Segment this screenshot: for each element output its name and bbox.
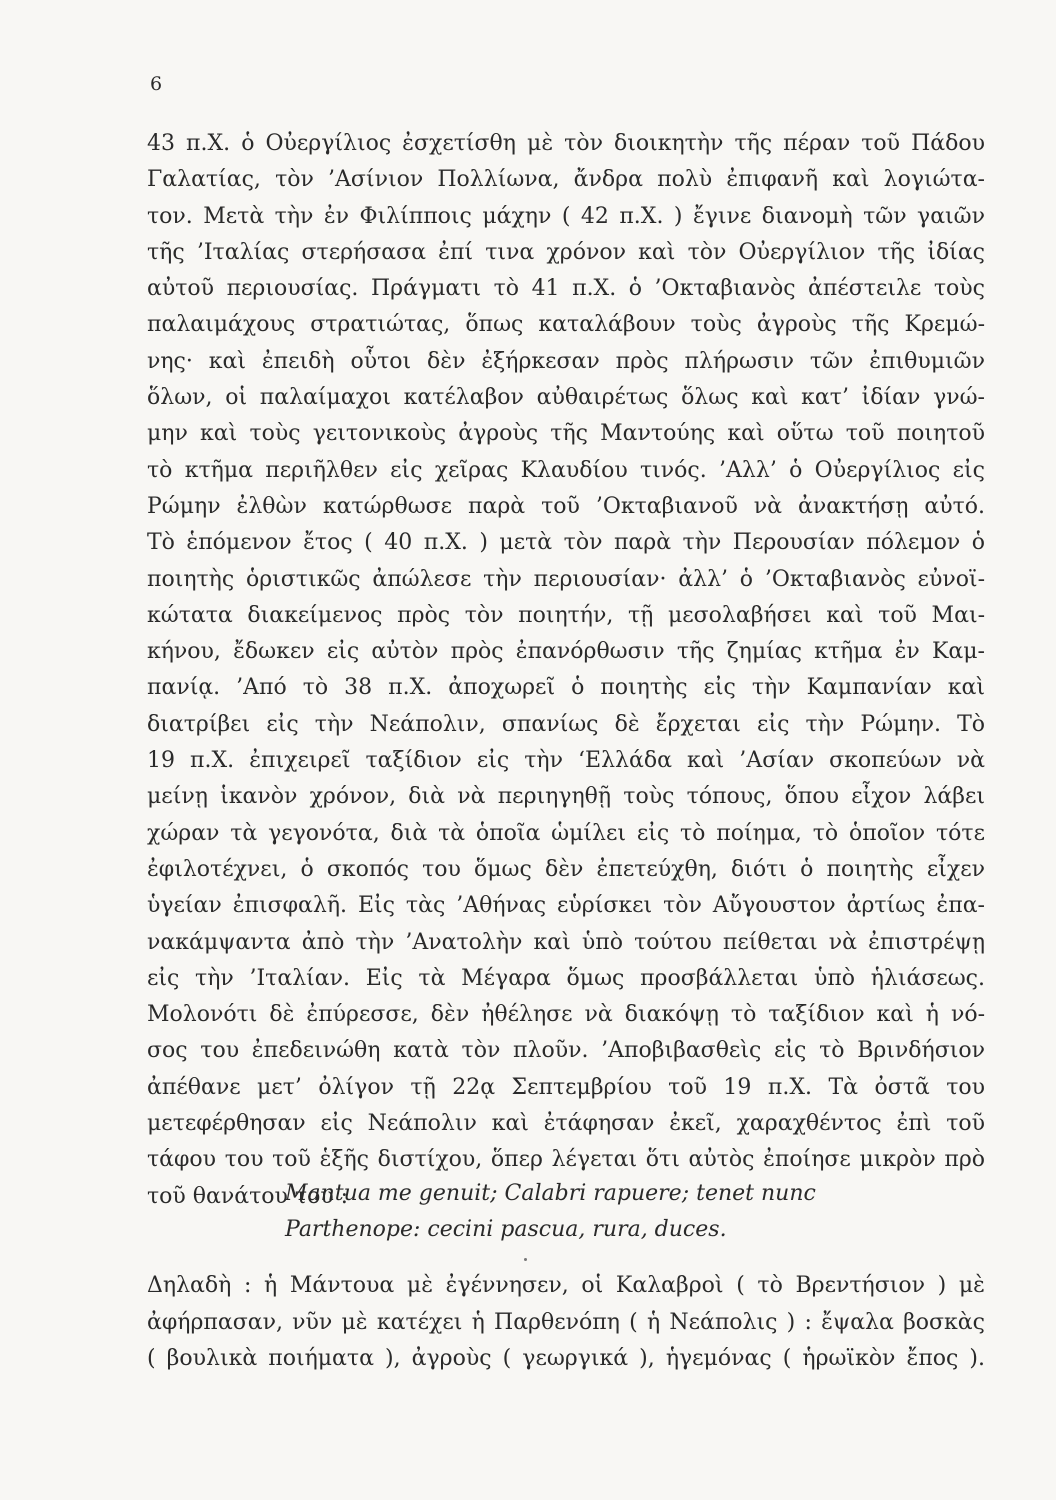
text-line: κώτατα διακείμενος πρὸς τὸν ποιητήν, τῇ μεσολαβήσει καὶ τοῦ Μαι-: [147, 602, 985, 628]
text-line: ὑγείαν ἐπισφαλῆ. Εἰς τὰς ’Αθήνας εὑρίσκει τὸν Αὔγουστον ἀρτίως ἐπα-: [147, 893, 985, 919]
text-line: αὐτοῦ περιουσίας. Πράγματι τὸ 41 π.Χ. ὁ ’Οκταβιανὸς ἀπέστειλε τοὺς: [147, 276, 985, 302]
text-line: Τὸ ἑπόμενον ἔτος ( 40 π.Χ. ) μετὰ τὸν παρὰ τὴν Περουσίαν πόλεμον ὁ: [147, 530, 985, 556]
text-line: νακάμψαντα ἀπὸ τὴν ’Ανατολὴν καὶ ὑπὸ τούτου πείθεται νὰ ἐπιστρέψῃ: [147, 929, 985, 955]
text-line: 19 π.Χ. ἐπιχειρεῖ ταξίδιον εἰς τὴν ‘Ελλάδα καὶ ’Ασίαν σκοπεύων νὰ: [147, 748, 985, 774]
text-line: τον. Μετὰ τὴν ἐν Φιλίπποις μάχην ( 42 π.Χ. ) ἔγινε διανομὴ τῶν γαιῶν: [147, 203, 985, 229]
text-line: κήνου, ἔδωκεν εἰς αὐτὸν πρὸς ἐπανόρθωσιν τῆς ζημίας κτῆμα ἐν Καμ-: [147, 639, 985, 665]
text-line: Μολονότι δὲ ἐπύρεσσε, δὲν ἠθέλησε νὰ διακόψῃ τὸ ταξίδιον καὶ ἡ νό-: [147, 1002, 985, 1028]
text-line: μετεφέρθησαν εἰς Νεάπολιν καὶ ἐτάφησαν ἐκεῖ, χαραχθέντος ἐπὶ τοῦ: [147, 1111, 985, 1137]
text-line: σος του ἐπεδεινώθη κατὰ τὸν πλοῦν. ’Αποβιβασθεὶς εἰς τὸ Βρινδήσιον: [147, 1038, 985, 1064]
latin-epitaph: [285, 1176, 925, 1248]
text-line: τοῦ θανάτου του :: [147, 1183, 349, 1209]
text-line: τὸ κτῆμα περιῆλθεν εἰς χεῖρας Κλαυδίου τινός. ’Αλλ’ ὁ Οὐεργίλιος εἰς: [147, 457, 985, 483]
text-line: πανίᾳ. ’Από τὸ 38 π.Χ. ἀποχωρεῖ ὁ ποιητὴς εἰς τὴν Καμπανίαν καὶ: [147, 675, 985, 701]
text-line: νης· καὶ ἐπειδὴ οὗτοι δὲν ἐξήρκεσαν πρὸς πλήρωσιν τῶν ἐπιθυμιῶν: [147, 348, 985, 374]
text-line: διατρίβει εἰς τὴν Νεάπολιν, σπανίως δὲ ἔρχεται εἰς τὴν Ρώμην. Τὸ: [147, 711, 985, 737]
text-line: Δηλαδὴ : ἡ Μάντουα μὲ ἐγέννησεν, οἱ Καλαβροὶ ( τὸ Βρεντήσιον ) μὲ: [147, 1273, 985, 1298]
text-line: ἐφιλοτέχνει, ὁ σκοπός του ὅμως δὲν ἐπετεύχθη, διότι ὁ ποιητὴς εἶχεν: [147, 856, 985, 882]
text-line: ἀφήρπασαν, νῦν μὲ κατέχει ἡ Παρθενόπη ( ἡ Νεάπολις ) : ἔψαλα βοσκὰς: [147, 1309, 985, 1335]
text-line: παλαιμάχους στρατιώτας, ὅπως καταλάβουν τοὺς ἀγροὺς τῆς Κρεμώ-: [147, 312, 985, 338]
body-paragraph: [147, 126, 985, 1215]
text-line: ( βουλικὰ ποιήματα ), ἀγροὺς ( γεωργικά ), ἡγεμόνας ( ἡρωϊκὸν ἔπος ).: [147, 1346, 985, 1371]
text-line: μείνῃ ἱκανὸν χρόνον, διὰ νὰ περιηγηθῇ τοὺς τόπους, ὅπου εἶχον λάβει: [147, 784, 985, 810]
verse-line: Parthenope: cecini pascua, rura, duces.: [285, 1217, 727, 1242]
text-line: τάφου του τοῦ ἑξῆς διστίχου, ὅπερ λέγεται ὅτι αὐτὸς ἐποίησε μικρὸν πρὸ: [147, 1147, 985, 1173]
text-line: 43 π.Χ. ὁ Οὐεργίλιος ἐσχετίσθη μὲ τὸν διοικητὴν τῆς πέραν τοῦ Πάδου: [147, 131, 985, 156]
text-line: εἰς τὴν ’Ιταλίαν. Εἰς τὰ Μέγαρα ὅμως προσβάλλεται ὑπὸ ἡλιάσεως.: [147, 965, 985, 991]
text-line: χώραν τὰ γεγονότα, διὰ τὰ ὁποῖα ὡμίλει εἰς τὸ ποίημα, τὸ ὁποῖον τότε: [147, 820, 985, 846]
translation-paragraph: [147, 1268, 985, 1378]
text-line: ὅλων, οἱ παλαίμαχοι κατέλαβον αὐθαιρέτως ὅλως καὶ κατ’ ἰδίαν γνώ-: [147, 385, 985, 411]
text-line: ἀπέθανε μετ’ ὀλίγον τῇ 22ᾳ Σεπτεμβρίου τοῦ 19 π.Χ. Τὰ ὀστᾶ του: [147, 1074, 985, 1100]
text-line: ποιητὴς ὁριστικῶς ἀπώλεσε τὴν περιουσίαν· ἀλλ’ ὁ ’Οκταβιανὸς εὐνοϊ-: [147, 566, 985, 592]
text-line: μην καὶ τοὺς γειτονικοὺς ἀγροὺς τῆς Μαντούης καὶ οὕτω τοῦ ποιητοῦ: [147, 421, 985, 447]
ink-speck: [524, 1258, 527, 1261]
text-line: Ρώμην ἐλθὼν κατώρθωσε παρὰ τοῦ ’Οκταβιανοῦ νὰ ἀνακτήσῃ αὐτό.: [147, 493, 985, 519]
verse-line: Mantua me genuit; Calabri rapuere; tenet nunc: [285, 1181, 816, 1206]
text-line: Γαλατίας, τὸν ’Ασίνιον Πολλίωνα, ἄνδρα πολὺ ἐπιφανῆ καὶ λογιώτα-: [147, 167, 985, 193]
page-number: 6: [150, 73, 163, 95]
text-line: τῆς ’Ιταλίας στερήσασα ἐπί τινα χρόνον καὶ τὸν Οὐεργίλιον τῆς ἰδίας: [147, 239, 985, 265]
